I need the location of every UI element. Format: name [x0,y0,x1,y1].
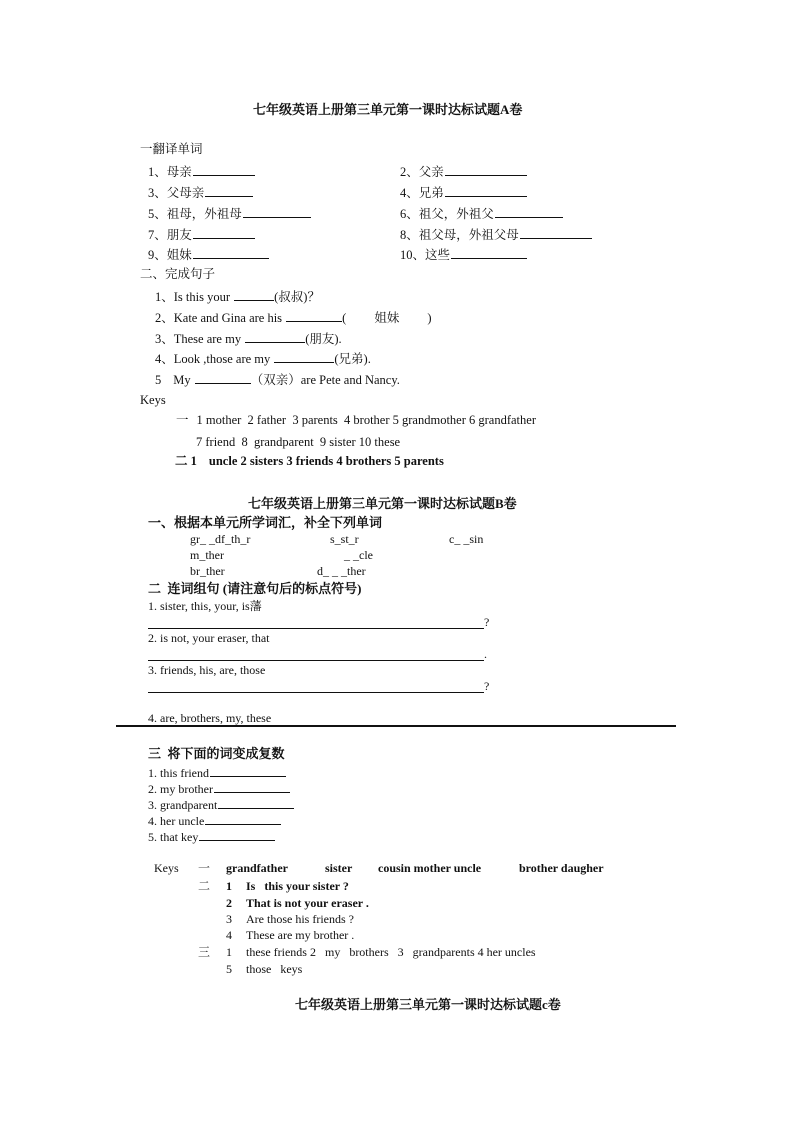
answer-end-mark: ? [484,615,490,629]
word-item: 5、祖母，外祖母 [148,206,311,221]
keys-b-two-text: Are those his friends ? [246,912,354,926]
keys-b-word: sister [325,861,353,875]
keys-b-label: Keys [154,861,179,875]
section-b2-heading: 二 连词组句 (请注意句后的标点符号) [148,581,362,596]
keys-b-word: cousin mother uncle [378,861,482,875]
word-item: 1、母亲 [148,164,255,179]
word-item: 8、祖父母，外祖父母 [400,227,592,242]
reorder-q4: 4. are, brothers, my, these [148,711,272,725]
title-b: 七年级英语上册第三单元第一课时达标试题B卷 [248,496,517,511]
word-item: 4、兄弟 [400,185,527,200]
section-a2-heading: 二、完成句子 [140,267,216,281]
answer-line [148,692,484,693]
plural-item: 3. grandparent [148,797,294,811]
keys-b-two-n: 3 [226,912,232,926]
keys-b-three-n: 1 [226,945,232,959]
section-a1-heading: 一翻译单词 [140,142,203,156]
reorder-q3: 3. friends, his, are, those [148,663,266,677]
fill-word: d_ _ _ther [317,564,366,578]
word-item: 6、祖父，外祖父 [400,206,563,221]
keys-b-three-num: 三 [198,945,211,959]
fill-word: s_st_r [330,532,359,546]
answer-line [148,660,484,661]
title-c: 七年级英语上册第三单元第一课时达标试题c卷 [295,997,561,1012]
word-item: 9、姐妹 [148,247,269,262]
fill-word: gr_ _df_th_r [190,532,251,546]
section-b1-heading: 一、根据本单元所学词汇，补全下列单词 [148,515,383,530]
word-item: 7、朋友 [148,227,255,242]
keys-b-two-n: 1 [226,879,232,893]
title-a: 七年级英语上册第三单元第一课时达标试题A卷 [253,102,523,117]
keys-b-two-n: 2 [226,896,232,910]
reorder-q1: 1. sister, this, your, is藩 [148,599,262,613]
sentence-item: 3、These are my (朋友). [155,332,342,346]
fill-word: _ _cle [344,548,373,562]
sentence-item: 5 My （双亲）are Pete and Nancy. [155,373,400,387]
plural-item: 4. her uncle [148,813,281,827]
section-b3-heading: 三 将下面的词变成复数 [148,746,285,761]
answer-line [148,628,484,629]
keys-b-three-line: those keys [246,962,303,976]
answer-end-mark: ? [484,679,490,693]
keys-b-two-text: That is not your eraser . [246,896,369,910]
keys-b-word: brother daugher [519,861,604,875]
keys-b-one-num: 一 [198,861,211,875]
word-item: 3、父母亲 [148,185,253,200]
keys-a-one: 一 1 mother 2 father 3 parents 4 brother 5 grandmother 6 grandfather [176,413,536,427]
sentence-item: 4、Look ,those are my (兄弟). [155,352,371,366]
fill-word: c_ _sin [449,532,484,546]
keys-b-two-n: 4 [226,928,232,942]
fill-word: br_ther [190,564,225,578]
keys-a-label: Keys [140,393,166,407]
plural-item: 1. this friend [148,765,286,779]
divider [116,725,676,727]
plural-item: 5. that key [148,829,275,843]
keys-b-two-text: Is this your sister ? [246,879,349,893]
sentence-item: 1、Is this your (叔叔)？ [155,290,320,304]
sentence-item: 2、Kate and Gina are his ( 姐妹 ) [155,311,432,325]
keys-b-two-num: 二 [198,879,211,893]
reorder-q2: 2. is not, your eraser, that [148,631,270,645]
keys-b-two-text: These are my brother . [246,928,355,942]
fill-word: m_ther [190,548,224,562]
keys-b-word: grandfather [226,861,288,875]
plural-item: 2. my brother [148,781,290,795]
keys-a-two: 二 1 uncle 2 sisters 3 friends 4 brothers 5 parents [175,454,444,468]
answer-end-mark: . [484,647,487,661]
keys-b-three-n: 5 [226,962,232,976]
word-item: 10、这些 [400,247,527,262]
keys-b-three-line: these friends 2 my brothers 3 grandparents 4 her uncles [246,945,536,959]
word-item: 2、父亲 [400,164,527,179]
keys-a-one-line2: 7 friend 8 grandparent 9 sister 10 these [196,435,401,449]
